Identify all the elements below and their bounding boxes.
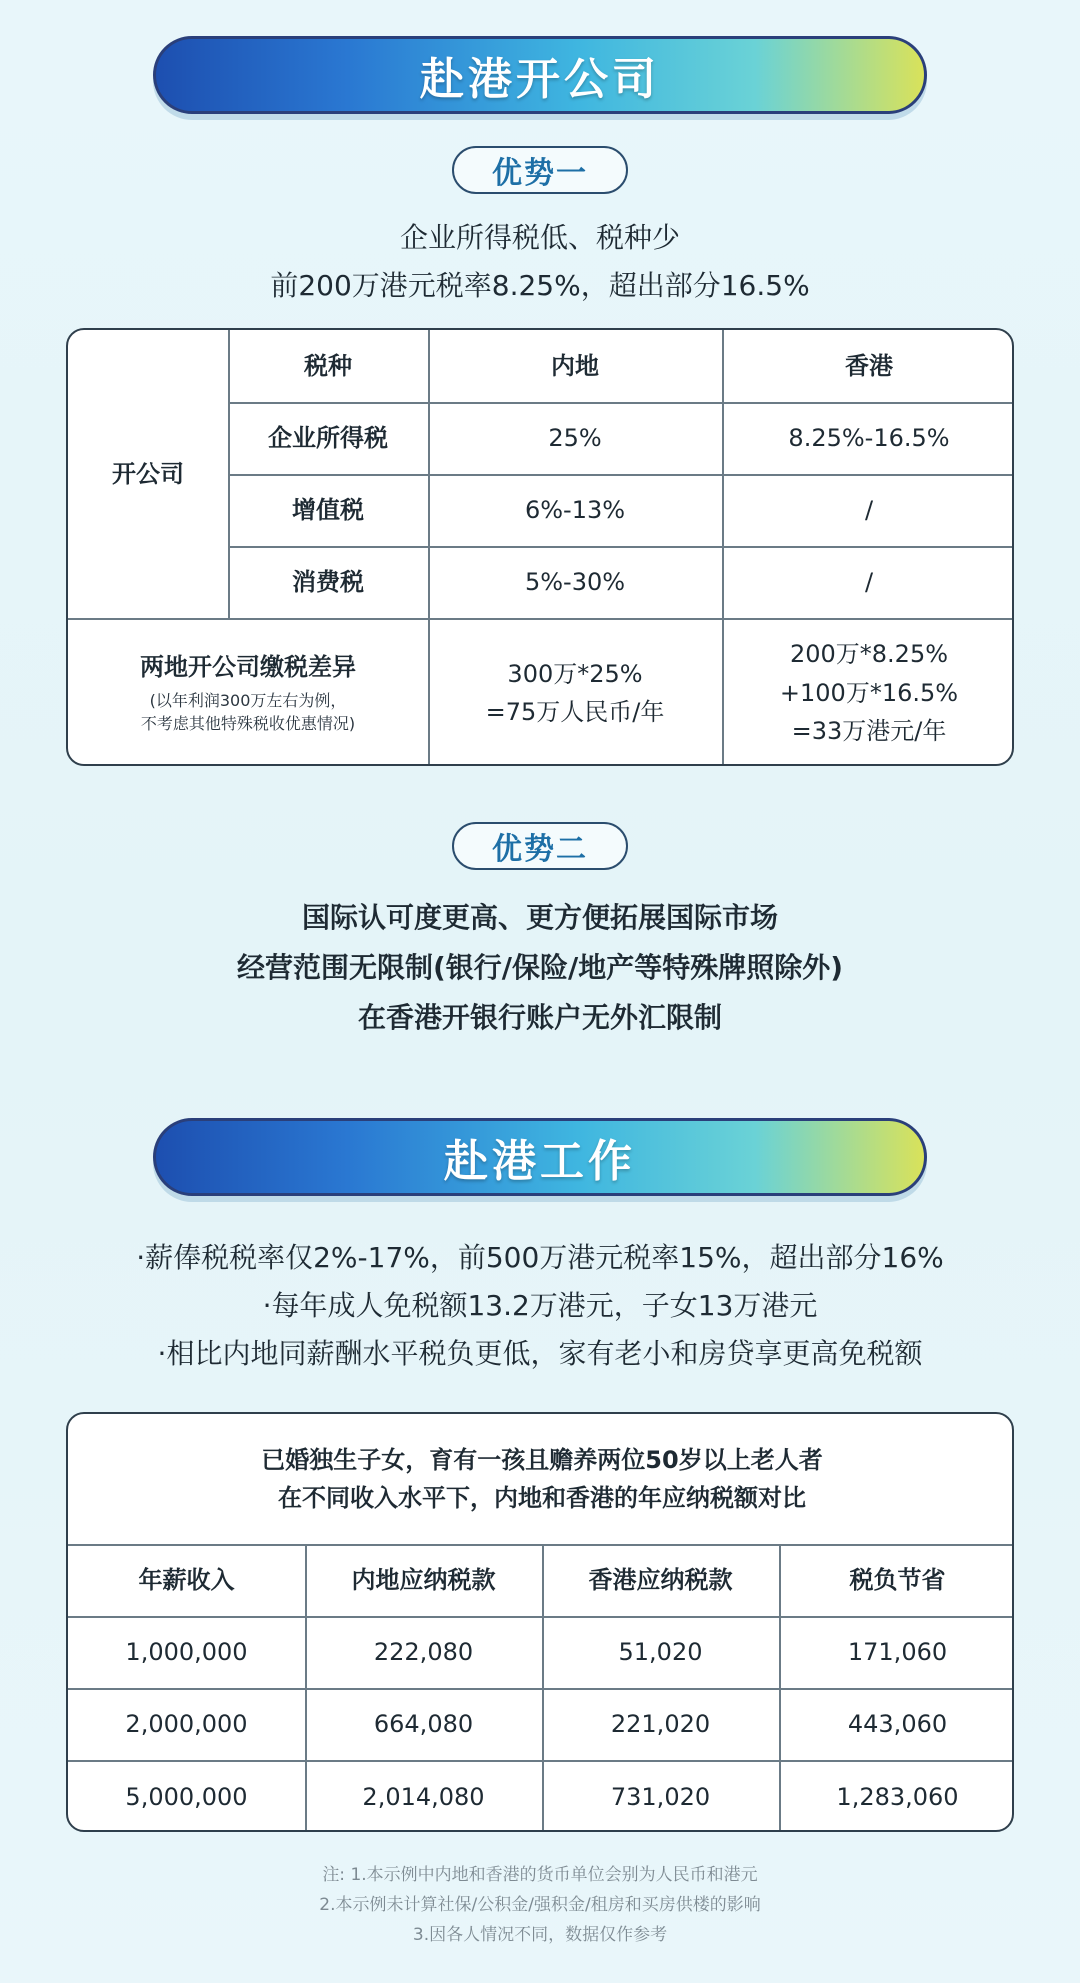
table-cell-tax: 增值税 (292, 495, 364, 524)
advantage-one-pill (452, 146, 628, 194)
tax-diff-mainland-line-1: 300万*25% (507, 659, 643, 688)
header-annual-salary: 年薪收入 (138, 1565, 235, 1594)
table-cell: 731,020 (610, 1782, 711, 1811)
table-cell-hk: 8.25%-16.5% (788, 423, 950, 452)
footnote-line-2: 2.本示例未计算社保/公积金/强积金/租房和买房供楼的影响 (319, 1895, 761, 1915)
table-cell: 2,000,000 (125, 1709, 248, 1738)
tax-diff-hk-line-1: 200万*8.25% (789, 640, 949, 669)
table-cell: 222,080 (373, 1637, 474, 1666)
tax-diff-note-2: 不考虑其他特殊税收优惠情况) (140, 714, 356, 734)
footnote-line-1: 注: 1.本示例中内地和香港的货币单位会别为人民币和港元 (322, 1865, 758, 1885)
table-cell-tax: 消费税 (292, 567, 364, 596)
table-cell-mainland: 6%-13% (524, 495, 626, 524)
table-cell: 1,283,060 (836, 1782, 959, 1811)
advantage-two-line-1: 国际认可度更高、更方便拓展国际市场 (301, 901, 778, 934)
table-cell-mainland: 25% (548, 423, 602, 452)
company-tax-table (66, 328, 1014, 766)
section-banner-work (153, 1118, 927, 1196)
bullet-item: ·每年成人免税额13.2万港元，子女13万港元 (262, 1289, 818, 1322)
advantage-one-line-2: 前200万港元税率8.25%，超出部分16.5% (270, 269, 810, 302)
tax-diff-hk (722, 618, 1014, 766)
table-cell: 5,000,000 (125, 1782, 248, 1811)
table-cell: 664,080 (373, 1709, 474, 1738)
pill-label: 优势二 (492, 832, 588, 867)
bullet-item: ·相比内地同薪酬水平税负更低，家有老小和房贷享更高免税额 (157, 1337, 923, 1370)
header-mainland-tax: 内地应纳税款 (351, 1565, 496, 1594)
salary-table-title-line-2: 在不同收入水平下，内地和香港的年应纳税额对比 (278, 1484, 806, 1512)
table-cell: 2,014,080 (362, 1782, 485, 1811)
table-cell-mainland: 5%-30% (524, 567, 626, 596)
advantage-one-line-1: 企业所得税低、税种少 (399, 221, 680, 254)
tax-diff-hk-line-2: +100万*16.5% (779, 678, 959, 707)
tax-diff-note-1: (以年利润300万左右为例， (149, 691, 347, 710)
tax-diff-hk-line-3: =33万港元/年 (791, 717, 947, 746)
advantage-two-line-2: 经营范围无限制(银行/保险/地产等特殊牌照除外) (236, 951, 844, 984)
section-banner-company (153, 36, 927, 114)
tax-diff-label: 两地开公司缴税差异 (140, 652, 356, 681)
table-cell: 171,060 (847, 1637, 948, 1666)
table-cell: 221,020 (610, 1709, 711, 1738)
header-mainland: 内地 (551, 351, 599, 380)
table-cell-hk: / (864, 567, 874, 596)
salary-table-title-line-1: 已婚独生子女，育有一孩且赡养两位50岁以上老人者 (261, 1445, 823, 1474)
advantage-two-pill (452, 822, 628, 870)
table-cell-hk: / (864, 495, 874, 524)
table-cell: 443,060 (847, 1709, 948, 1738)
tax-diff-label-cell (68, 618, 428, 766)
banner-title: 赴港工作 (444, 1136, 636, 1187)
salary-tax-table (66, 1412, 1014, 1832)
advantage-two-line-3: 在香港开银行账户无外汇限制 (357, 1001, 722, 1034)
table-cell-tax: 企业所得税 (268, 423, 388, 452)
bullet-item: ·薪俸税税率仅2%-17%，前500万港元税率15%，超出部分16% (136, 1241, 944, 1274)
header-tax-type: 税种 (304, 351, 352, 380)
table-cell: 1,000,000 (125, 1637, 248, 1666)
row-group-label: 开公司 (112, 459, 184, 488)
footnote-line-3: 3.因各人情况不同，数据仅作参考 (412, 1925, 668, 1945)
salary-table-title (68, 1414, 1014, 1544)
banner-title: 赴港开公司 (420, 54, 660, 105)
pill-label: 优势一 (492, 156, 588, 191)
tax-diff-mainland (428, 618, 722, 766)
header-tax-saving: 税负节省 (849, 1565, 946, 1594)
header-hongkong: 香港 (845, 351, 893, 380)
header-hk-tax: 香港应纳税款 (588, 1565, 733, 1594)
tax-diff-mainland-line-2: =75万人民币/年 (485, 698, 665, 726)
table-cell: 51,020 (618, 1637, 703, 1666)
